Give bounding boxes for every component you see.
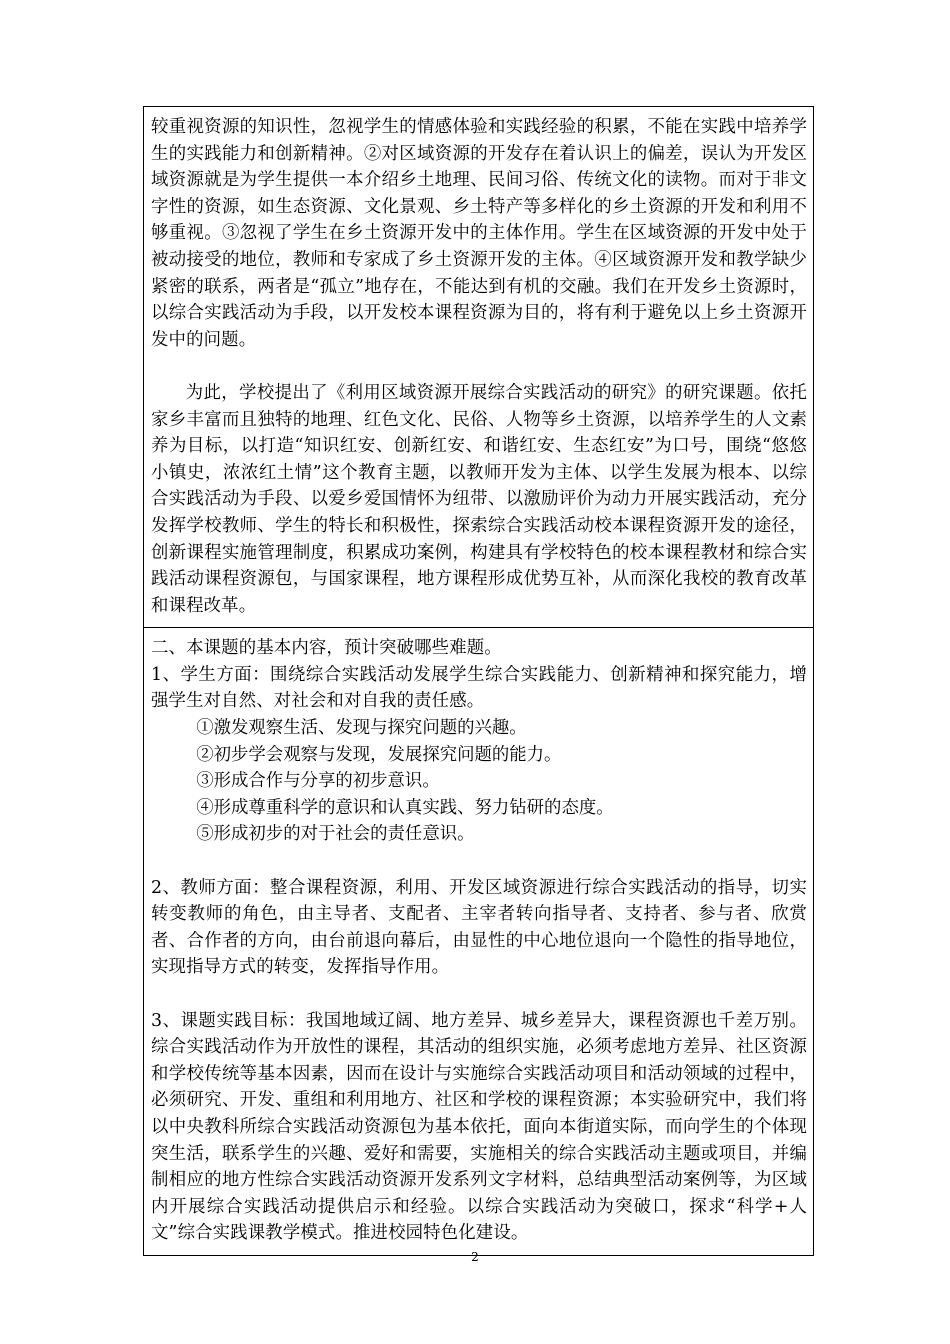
table-row <box>144 107 814 628</box>
research-background-cell <box>144 107 814 628</box>
student-goal-item: ⑤形成初步的对于社会的责任意识。 <box>196 824 475 845</box>
background-paragraph: 较重视资源的知识性，忽视学生的情感体验和实践经验的积累，不能在实践中培养学生的实践能力和创新精神。②对区域资源的开发存在着认识上的偏差，误认为开发区域资源就是为学生提供一本介绍乡土地理、民间习俗、传统文化的读物。而对于非文字性的资源，如生态资源、文化景观、乡土特产等多样化的乡土资源的开发和利用不够重视。③忽视了学生在乡土资源开发中的主体作用。学生在区域资源的开发中处于被动接受的地位，教师和专家成了乡土资源开发的主体。④区域资源开发和教学缺少紧密的联系，两者是“孤立”地存在，不能达到有机的交融。我们在开发乡土资源时，以综合实践活动为手段，以开发校本课程资源为目的，将有利于避免以上乡土资源开发中的问题。 <box>151 117 807 350</box>
student-aspect-paragraph: 1、学生方面：围绕综合实践活动发展学生综合实践能力、创新精神和探究能力，增强学生对自然、对社会和对自我的责任感。 <box>151 664 807 712</box>
teacher-aspect-paragraph: 2、教师方面：整合课程资源，利用、开发区域资源进行综合实践活动的指导，切实转变教师的角色，由主导者、支配者、主宰者转向指导者、支持者、参与者、欣赏者、合作者的方向，由台前退向幕后，由显性的中心地位退向一个隐性的指导地位，实现指导方式的转变，发挥指导作用。 <box>151 877 807 978</box>
student-goal-item: ④形成尊重科学的意识和认真实践、努力钻研的态度。 <box>196 797 614 818</box>
blank-line <box>151 353 807 380</box>
blank-line <box>151 981 807 1008</box>
basic-content-cell <box>144 628 814 1256</box>
blank-line <box>151 848 807 875</box>
proposal-paragraph: 为此，学校提出了《利用区域资源开展综合实践活动的研究》的研究课题。依托家乡丰富而且独特的地理、红色文化、民俗、人物等乡土资源，以培养学生的人文素养为目标，以打造“知识红安、创新红安、和谐红安、生态红安”为口号，围绕“悠悠小镇史，浓浓红土情”这个教育主题，以教师开发为主体、以学生发展为根本、以综合实践活动为手段、以爱乡爱国情怀为纽带、以激励评价为动力开展实践活动，充分发挥学校教师、学生的特长和积极性，探索综合实践活动校本课程资源开发的途径，创新课程实施管理制度，积累成功案例，构建具有学校特色的校本课程教材和综合实践活动课程资源包，与国家课程，地方课程形成优势互补，从而深化我校的教育改革和课程改革。 <box>151 382 807 616</box>
practice-goal-paragraph: 3、课题实践目标：我国地域辽阔、地方差异、城乡差异大，课程资源也千差万别。综合实践活动作为开放性的课程，其活动的组织实施，必须考虑地方差异、社区资源和学校传统等基本因素，因而在设计与实施综合实践活动项目和活动领域的过程中，必须研究、开发、重组和利用地方、社区和学校的课程资源；本实验研究中，我们将以中央教科所综合实践活动资源包为基本依托，面向本街道实际，而向学生的个体现突生活，联系学生的兴趣、爱好和需要，实施相关的综合实践活动主题或项目，并编制相应的地方性综合实践活动资源开发系列文字材料，总结典型活动案例等，为区域内开展综合实践活动提供启示和经验。以综合实践活动为突破口，探求“科学+人文”综合实践课教学模式。推进校园特色化建设。 <box>151 1010 807 1244</box>
student-goal-item: ③形成合作与分享的初步意识。 <box>196 771 440 792</box>
section-heading: 二、本课题的基本内容，预计突破哪些难题。 <box>151 638 502 659</box>
student-goal-item: ②初步学会观察与发现，发展探究问题的能力。 <box>196 744 562 765</box>
table-row <box>144 628 814 1256</box>
form-table <box>143 106 814 1256</box>
student-goal-item: ①激发观察生活、发现与探究问题的兴趣。 <box>196 718 527 739</box>
page-number: 2 <box>471 1250 479 1264</box>
